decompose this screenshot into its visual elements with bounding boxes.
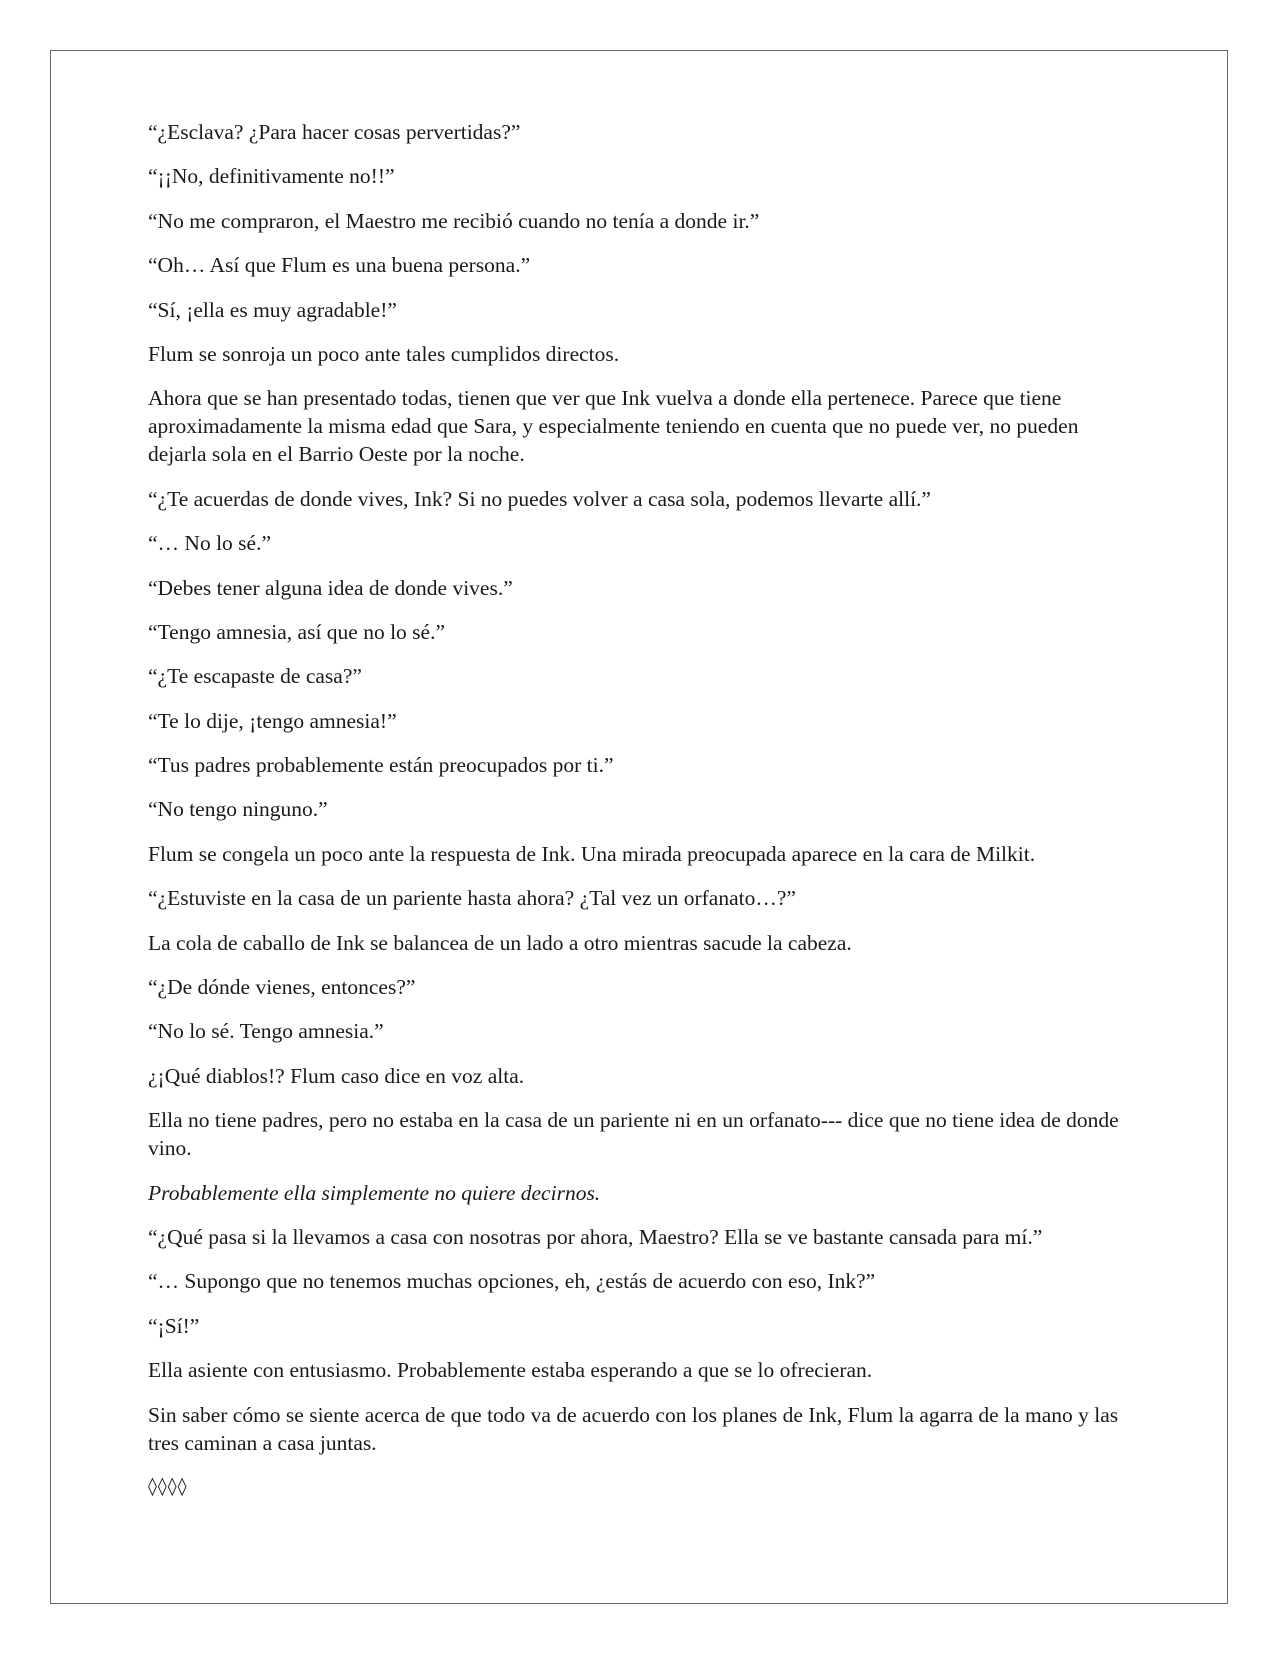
paragraph: Flum se congela un poco ante la respuesta de Ink. Una mirada preocupada aparece en la cara de Milkit. <box>148 841 1036 866</box>
paragraph: “¿Estuviste en la casa de un pariente hasta ahora? ¿Tal vez un orfanato…?” <box>148 886 796 911</box>
paragraph: “¡Sí!” <box>148 1313 200 1338</box>
paragraph: ¿¡Qué diablos!? Flum caso dice en voz alta. <box>148 1063 525 1088</box>
paragraph: “¡¡No, definitivamente no!!” <box>148 164 395 189</box>
paragraph: “¿Te acuerdas de donde vives, Ink? Si no puedes volver a casa sola, podemos llevarte allí.” <box>148 486 931 511</box>
document-body <box>148 118 1138 1517</box>
paragraph: Ella no tiene padres, pero no estaba en la casa de un pariente ni en un orfanato--- dice que no tiene idea de donde vino. <box>148 1108 1119 1161</box>
paragraph: Flum se sonroja un poco ante tales cumplidos directos. <box>148 341 620 366</box>
paragraph: Sin saber cómo se siente acerca de que todo va de acuerdo con los planes de Ink, Flum la agarra de la mano y las tres caminan a casa juntas. <box>148 1402 1119 1455</box>
paragraph: “… Supongo que no tenemos muchas opciones, eh, ¿estás de acuerdo con eso, Ink?” <box>148 1269 876 1294</box>
paragraph: “Tus padres probablemente están preocupados por ti.” <box>148 753 614 778</box>
paragraph: “No tengo ninguno.” <box>148 797 328 822</box>
paragraph: Probablemente ella simplemente no quiere decirnos. <box>148 1180 601 1205</box>
paragraph: “Te lo dije, ¡tengo amnesia!” <box>148 708 397 733</box>
paragraph: “… No lo sé.” <box>148 531 271 556</box>
paragraph: “¿Esclava? ¿Para hacer cosas pervertidas?” <box>148 120 521 144</box>
paragraph: La cola de caballo de Ink se balancea de un lado a otro mientras sacude la cabeza. <box>148 930 852 955</box>
paragraph: “Tengo amnesia, así que no lo sé.” <box>148 619 446 644</box>
paragraph: “No lo sé. Tengo amnesia.” <box>148 1019 384 1044</box>
paragraph: Ella asiente con entusiasmo. Probablemente estaba esperando a que se lo ofrecieran. <box>148 1358 873 1383</box>
paragraph: “No me compraron, el Maestro me recibió cuando no tenía a donde ir.” <box>148 208 760 233</box>
paragraph: Ahora que se han presentado todas, tienen que ver que Ink vuelva a donde ella pertenece. Parece que tiene aproximadamente la misma edad que Sara, y especialmente teniendo en cuenta que no puede ver, no pueden dejarla sola en el Barrio Oeste por la noche. <box>148 386 1079 467</box>
scene-separator: ◊◊◊◊ <box>148 1475 188 1497</box>
paragraph: “Sí, ¡ella es muy agradable!” <box>148 297 397 322</box>
paragraph: “¿Qué pasa si la llevamos a casa con nosotras por ahora, Maestro? Ella se ve bastante cansada para mí.” <box>148 1224 1043 1249</box>
paragraph: “¿Te escapaste de casa?” <box>148 664 362 689</box>
paragraph: “Oh… Así que Flum es una buena persona.” <box>148 253 531 278</box>
paragraph: “¿De dónde vienes, entonces?” <box>148 975 416 1000</box>
paragraph: “Debes tener alguna idea de donde vives.” <box>148 575 513 600</box>
